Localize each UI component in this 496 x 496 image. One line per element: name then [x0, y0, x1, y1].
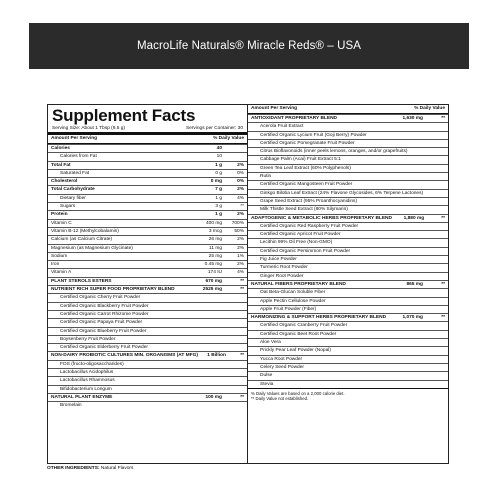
- ingredient-name: Rutin: [260, 174, 272, 180]
- ingredient-amount: 1,070 mg: [402, 315, 423, 321]
- right-rows: [248, 114, 448, 388]
- footnotes: [248, 388, 448, 404]
- ingredient-name: Certified Organic Elderberry Fruit Powder: [60, 345, 148, 351]
- ingredient-name: Certified Organic Papaya Fruit Powder: [60, 320, 143, 326]
- right-facts-row: [248, 180, 448, 188]
- ingredient-daily-value: 4%: [237, 270, 244, 276]
- left-facts-row: [48, 327, 247, 335]
- dv-header: % Daily Value: [213, 136, 244, 141]
- ingredient-name: Yucca Root Powder: [260, 356, 303, 362]
- right-facts-row: [248, 321, 448, 329]
- ingredient-name: Acerola Fruit Extract: [260, 124, 304, 130]
- ingredient-daily-value: 1%: [237, 253, 244, 259]
- ingredient-name: Certified Organic Beet Root Powder: [260, 331, 337, 337]
- ingredient-name: Bromelain: [60, 403, 82, 409]
- ingredient-name: Magnesium (as Magnesium Glycinate): [51, 245, 133, 251]
- ingredient-name: Fig Juice Powder: [260, 257, 297, 263]
- left-facts-row: [48, 161, 247, 169]
- ingredient-amount: 0.45 mg: [204, 262, 222, 268]
- ingredient-daily-value: **: [240, 394, 244, 400]
- ingredient-name: Certified Organic Carrot Rhizome Powder: [60, 311, 149, 317]
- left-facts-row: [48, 335, 247, 343]
- right-column-header: [248, 105, 448, 114]
- ingredient-name: NATURAL FIBERS PROPRIETARY BLEND: [251, 281, 346, 287]
- ingredient-name: Celery Seed Powder: [260, 364, 304, 370]
- ingredient-daily-value: 4%: [237, 195, 244, 201]
- right-facts-row: [248, 371, 448, 379]
- amount-header-right: Amount Per Serving: [251, 106, 298, 111]
- ingredient-daily-value: **: [240, 353, 244, 359]
- right-facts-row: [248, 197, 448, 205]
- left-facts-row: [48, 219, 247, 227]
- ingredient-name: Sugars: [60, 204, 76, 210]
- right-facts-row: [248, 139, 448, 147]
- left-facts-row: [48, 277, 247, 285]
- ingredient-amount: 7 g: [215, 187, 222, 193]
- supplement-facts-panel: [47, 104, 449, 464]
- left-facts-row: [48, 177, 247, 185]
- product-title-banner: [29, 23, 469, 69]
- ingredient-name: Certified Organic Lycium Fruit (Goji Berry) Powder: [260, 132, 367, 138]
- serving-info: [48, 125, 247, 132]
- ingredient-name: Certified Organic Pomegranate Fruit Powder: [260, 140, 355, 146]
- amount-header: Amount Per Serving: [51, 136, 98, 141]
- left-facts-row: [48, 260, 247, 268]
- ingredient-name: Lecithin 99% Oil Free (Non-GMO): [260, 240, 333, 246]
- ingredient-name: PLANT STEROLS ESTERS: [51, 278, 112, 284]
- left-facts-row: [48, 169, 247, 177]
- ingredient-daily-value: **: [240, 287, 244, 293]
- ingredient-amount: 1,630 mg: [402, 116, 423, 121]
- left-facts-row: [48, 285, 247, 293]
- left-facts-row: [48, 194, 247, 202]
- facts-title: Supplement Facts: [52, 106, 196, 125]
- right-facts-row: [248, 280, 448, 288]
- facts-right-column: [248, 105, 448, 404]
- right-facts-row: [248, 238, 448, 246]
- ingredient-name: ANTIOXIDANT PROPRIETARY BLEND: [251, 116, 337, 121]
- ingredient-amount: 400 mg: [206, 220, 222, 226]
- ingredient-daily-value: 2%: [237, 212, 244, 218]
- ingredient-name: Certified Organic Apricot Fruit Powder: [260, 232, 341, 238]
- product-title: MacroLife Naturals® Miracle Reds® – USA: [136, 40, 362, 52]
- right-facts-row: [248, 346, 448, 354]
- ingredient-daily-value: 700%: [231, 220, 244, 226]
- servings-per-container: Servings per Container: 30: [185, 126, 243, 131]
- other-ingredients-value: Natural Flavors: [100, 466, 134, 471]
- ingredient-amount: 1 g: [215, 162, 222, 168]
- ingredient-name: Lactobacillus Acidophilus: [60, 370, 114, 376]
- ingredient-daily-value: **: [441, 315, 445, 321]
- ingredient-amount: 0 mg: [210, 179, 222, 185]
- ingredient-amount: 3 g: [215, 204, 222, 210]
- right-facts-row: [248, 205, 448, 213]
- ingredient-name: Certified Organic Cherry Fruit Powder: [60, 295, 141, 301]
- ingredient-name: Aloe Vera: [260, 340, 281, 346]
- left-facts-row: [48, 210, 247, 218]
- left-facts-row: [48, 268, 247, 276]
- ingredient-name: Ginkgo Biloba Leaf Extract (24% Flavone Glycosides, 6% Terpene Lactones): [260, 190, 424, 196]
- ingredient-amount: 3 mcg: [208, 228, 222, 234]
- ingredient-amount: 10: [216, 154, 222, 160]
- right-facts-row: [248, 147, 448, 155]
- ingredient-name: Sodium: [51, 253, 68, 259]
- left-facts-row: [48, 368, 247, 376]
- right-facts-row: [248, 272, 448, 280]
- ingredient-name: Ginger Root Powder: [260, 273, 304, 279]
- right-facts-row: [248, 288, 448, 296]
- ingredient-name: Apple Pectin Cellulose Powder: [260, 298, 326, 304]
- ingredient-name: Boysenberry Fruit Powder: [60, 336, 116, 342]
- ingredient-daily-value: 2%: [237, 237, 244, 243]
- ingredient-name: Milk Thistle Seed Extract (80% Silymarin): [260, 207, 348, 213]
- left-facts-row: [48, 351, 247, 359]
- ingredient-name: Dietary fiber: [60, 195, 86, 201]
- right-facts-row: [248, 164, 448, 172]
- ingredient-name: Certified Organic Mangosteen Fruit Powder: [260, 182, 353, 188]
- ingredient-name: Oat Beta-Glucan Soluble Fiber: [260, 290, 326, 296]
- ingredient-daily-value: 0%: [237, 170, 244, 176]
- right-facts-row: [248, 189, 448, 197]
- ingredient-name: NON-DAIRY PROBIOTIC CULTURES MIN. ORGANISMS (AT MFG): [51, 353, 198, 359]
- right-facts-row: [248, 255, 448, 263]
- ingredient-name: Certified Organic Blueberry Fruit Powder: [60, 328, 147, 334]
- ingredient-amount: 40: [216, 146, 222, 151]
- left-column-header: [48, 135, 247, 144]
- other-ingredients: [47, 466, 133, 471]
- ingredient-amount: 1 Billion: [207, 353, 226, 359]
- ingredient-name: Saturated Fat: [60, 170, 90, 176]
- right-facts-row: [248, 114, 448, 122]
- ingredient-name: Calcium (as Calcium Citrate): [51, 237, 113, 243]
- ingredient-daily-value: **: [441, 116, 445, 121]
- right-facts-row: [248, 214, 448, 222]
- ingredient-name: Cabbage Palm (Acai) Fruit Extract 5:1: [260, 157, 341, 163]
- ingredient-name: Certified Organic Red Raspberry Fruit Powder: [260, 223, 359, 229]
- ingredient-daily-value: 2%: [237, 187, 244, 193]
- left-facts-row: [48, 252, 247, 260]
- ingredient-name: Lactobacillus Rhamnosus: [60, 378, 115, 384]
- ingredient-amount: 1,880 mg: [403, 215, 425, 221]
- right-facts-row: [248, 155, 448, 163]
- facts-left-column: [48, 105, 248, 463]
- ingredient-name: NATURAL PLANT ENZYME: [51, 394, 113, 400]
- right-facts-row: [248, 363, 448, 371]
- ingredient-amount: 865 mg: [406, 281, 423, 287]
- ingredient-daily-value: **: [240, 204, 244, 210]
- ingredient-daily-value: 2%: [237, 245, 244, 251]
- right-facts-row: [248, 131, 448, 139]
- other-ingredients-label: OTHER INGREDIENTS:: [47, 466, 100, 471]
- ingredient-name: Certified Organic Cranberry Fruit Powder: [260, 323, 348, 329]
- ingredient-name: Calories: [51, 146, 70, 151]
- ingredient-name: HARMONIZING & SUPPORT HERBS PROPRIETARY BLEND: [251, 315, 387, 321]
- left-facts-row: [48, 318, 247, 326]
- ingredient-name: Bifidobacterium Longum: [60, 386, 112, 392]
- left-facts-row: [48, 244, 247, 252]
- ingredient-amount: 174 IU: [207, 270, 222, 276]
- ingredient-name: Green Tea Leaf Extract (60% Polyphenols): [260, 165, 351, 171]
- ingredient-name: Vitamin A: [51, 270, 72, 276]
- ingredient-amount: 2525 mg: [202, 287, 222, 293]
- ingredient-daily-value: **: [240, 278, 244, 284]
- ingredient-name: NUTRIENT RICH SUPER FOOD PROPRIETARY BLEND: [51, 287, 175, 293]
- ingredient-amount: 25 mg: [208, 253, 222, 259]
- ingredient-name: Apple Fruit Powder (Fiber): [260, 306, 317, 312]
- left-facts-row: [48, 310, 247, 318]
- left-rows: [48, 144, 247, 410]
- ingredient-amount: 26 mg: [208, 237, 222, 243]
- right-facts-row: [248, 297, 448, 305]
- right-facts-row: [248, 247, 448, 255]
- ingredient-name: Certified Organic Persimmon Fruit Powder: [260, 248, 351, 254]
- right-facts-row: [248, 380, 448, 388]
- ingredient-daily-value: **: [441, 281, 445, 287]
- ingredient-name: Total Carbohydrate: [51, 187, 95, 193]
- right-facts-row: [248, 230, 448, 238]
- ingredient-name: Total Fat: [51, 162, 71, 168]
- ingredient-daily-value: 0%: [237, 179, 244, 185]
- ingredient-amount: 1 g: [215, 212, 222, 218]
- ingredient-name: Iron: [51, 262, 60, 268]
- ingredient-name: FOS (fructo-oligosaccharides): [60, 361, 124, 367]
- ingredient-amount: 670 mg: [205, 278, 222, 284]
- ingredient-amount: 0 g: [215, 170, 222, 176]
- right-facts-row: [248, 313, 448, 321]
- ingredient-name: Citrus Bioflavonoids (inner peels lemons, oranges, and/or grapefruits): [260, 149, 408, 155]
- ingredient-daily-value: 50%: [234, 228, 244, 234]
- ingredient-daily-value: 2%: [237, 162, 244, 168]
- dv-header-right: % Daily Value: [414, 106, 445, 111]
- left-facts-row: [48, 401, 247, 409]
- left-facts-row: [48, 235, 247, 243]
- ingredient-daily-value: **: [441, 215, 445, 221]
- left-facts-row: [48, 144, 247, 152]
- right-facts-row: [248, 122, 448, 130]
- left-facts-row: [48, 227, 247, 235]
- ingredient-name: Dulse: [260, 373, 273, 379]
- ingredient-name: Cholesterol: [51, 179, 78, 185]
- ingredient-name: Grape Seed Extract (95% Proanthocyanidins): [260, 198, 358, 204]
- right-facts-row: [248, 338, 448, 346]
- right-facts-row: [248, 305, 448, 313]
- ingredient-name: Turmeric Root Powder: [260, 265, 308, 271]
- ingredient-name: Prickly Pear Leaf Powder (Nopal): [260, 348, 331, 354]
- left-facts-row: [48, 202, 247, 210]
- footnote-daily-values: % Daily Values are based on a 2,000 calorie diet.: [251, 390, 345, 396]
- ingredient-name: Certified Organic Blackberry Fruit Powder: [60, 303, 149, 309]
- ingredient-name: Calories from Fat: [60, 154, 97, 160]
- ingredient-name: Vitamin B-12 (Methylcobalamin): [51, 228, 119, 234]
- left-facts-row: [48, 385, 247, 393]
- right-facts-row: [248, 172, 448, 180]
- left-facts-row: [48, 185, 247, 193]
- left-facts-row: [48, 152, 247, 160]
- ingredient-amount: 11 mg: [209, 245, 222, 251]
- left-facts-row: [48, 376, 247, 384]
- right-facts-row: [248, 330, 448, 338]
- right-facts-row: [248, 263, 448, 271]
- left-facts-row: [48, 302, 247, 310]
- ingredient-amount: 100 mg: [205, 394, 222, 400]
- ingredient-name: Protein: [51, 212, 68, 218]
- ingredient-name: Stevia: [260, 381, 274, 387]
- ingredient-amount: 1 g: [215, 195, 222, 201]
- ingredient-name: ADAPTOGENIC & METABOLIC HERBS PROPRIETARY BLEND: [251, 215, 392, 221]
- left-facts-row: [48, 343, 247, 351]
- footnote-not-established: ** Daily Value not established.: [251, 396, 309, 402]
- left-facts-row: [48, 293, 247, 301]
- serving-size: Serving Size: About 1 Tbsp (9.5 g): [52, 126, 125, 131]
- left-facts-row: [48, 360, 247, 368]
- ingredient-name: Vitamin C: [51, 220, 72, 226]
- right-facts-row: [248, 355, 448, 363]
- left-facts-row: [48, 393, 247, 401]
- ingredient-daily-value: 2%: [237, 262, 244, 268]
- right-facts-row: [248, 222, 448, 230]
